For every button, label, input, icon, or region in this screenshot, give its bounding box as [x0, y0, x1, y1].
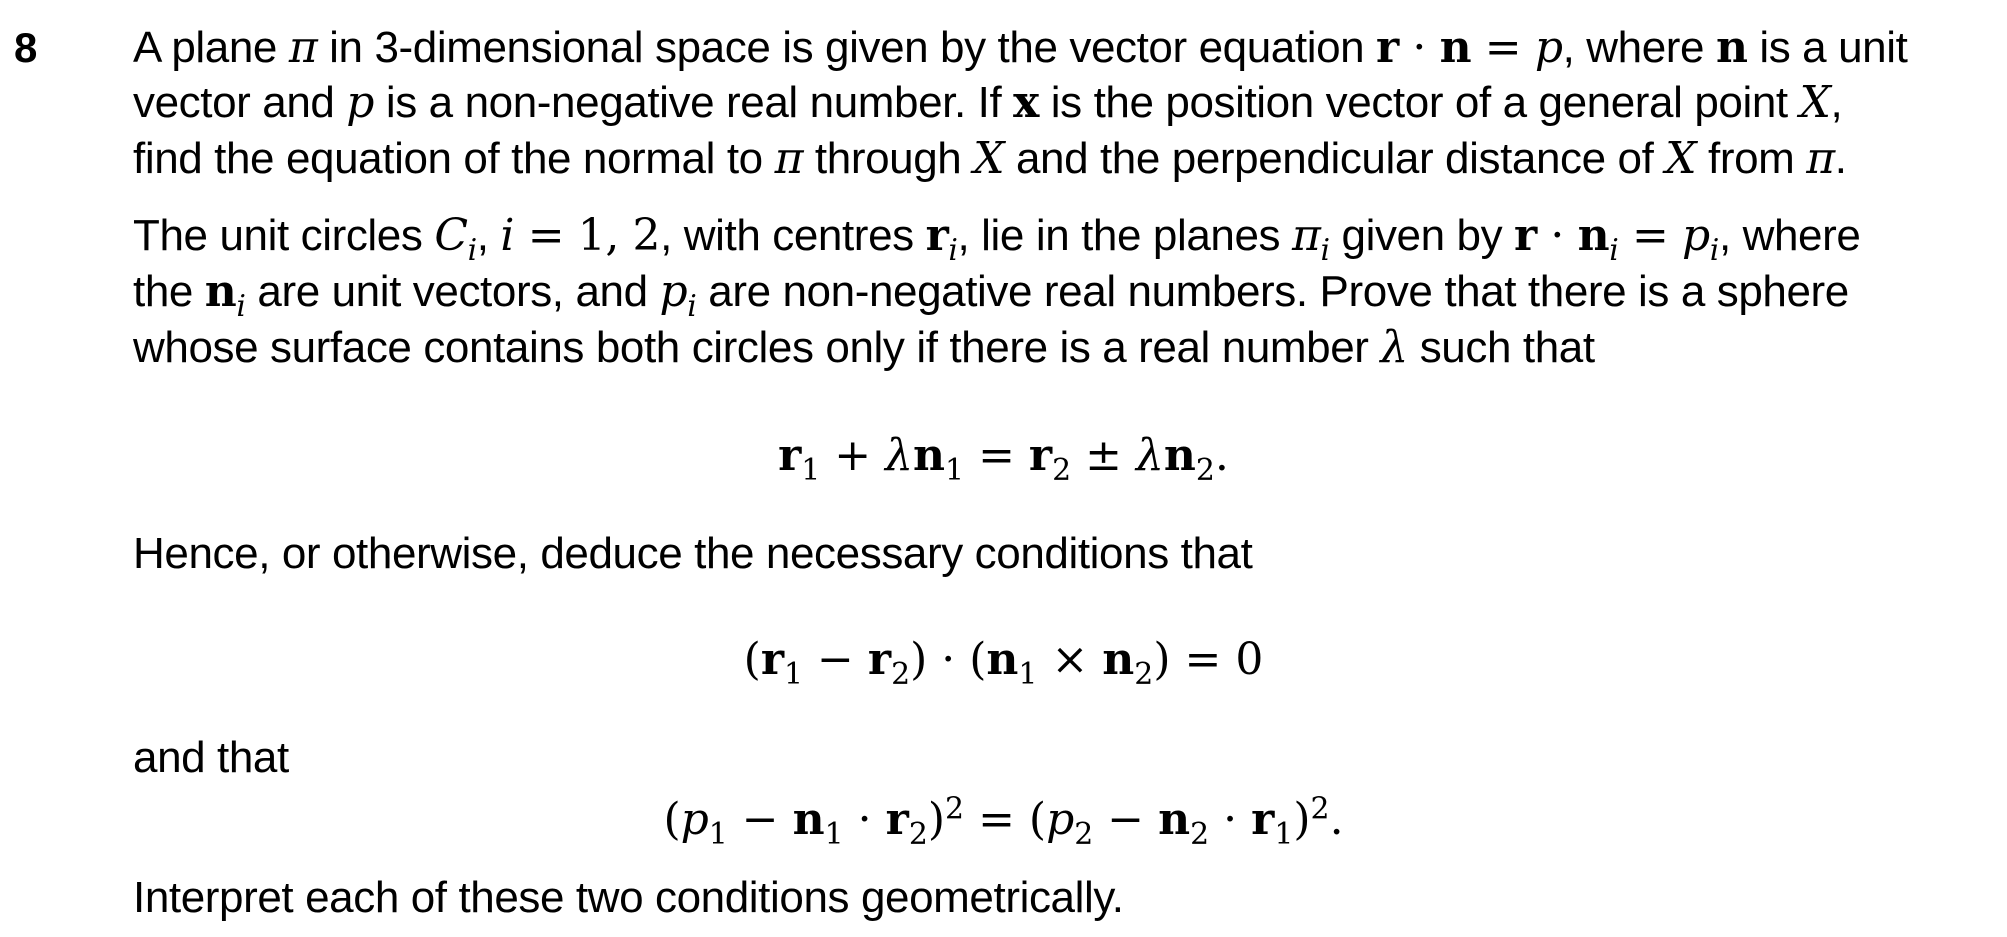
question-number: 8: [14, 24, 38, 71]
hence-line: Hence, or otherwise, deduce the necessary conditions that: [133, 529, 1253, 578]
interpret-line: Interpret each of these two conditions geometrically.: [133, 873, 1124, 922]
paragraph-1-line-1: A plane π in 3-dimensional space is given by the vector equation r · n = p, where n is a unit: [133, 22, 1908, 73]
paragraph-2-line-2: the $n_i$ are unit vectors, and $p_i$ are non-negative real numbers. Prove that there is a sphere: [133, 266, 1849, 324]
display-equation-1: $r_1 + \lambda n_1 = r_2 \pm \lambda n_2$.: [778, 430, 1229, 488]
display-equation-3: $(p_1 - n_1 \cdot r_2)^2 = (p_2 - n_2 \cdot r_1)^2$.: [663, 791, 1344, 852]
display-equation-2: $(r_1 - r_2) \cdot (n_1 \times n_2) = 0$: [743, 634, 1264, 692]
paragraph-1-line-3: find the equation of the normal to π through X and the perpendicular distance of X from π.: [133, 133, 1847, 184]
paragraph-1-line-2: vector and p is a non-negative real number. If x is the position vector of a general point X,: [133, 77, 1843, 128]
paragraph-2-line-3: whose surface contains both circles only if there is a real number λ such that: [133, 322, 1595, 373]
and-that-line: and that: [133, 733, 289, 782]
paragraph-2-line-1: The unit circles $C_i$, i = 1, 2, with centres $r_i$, lie in the planes $\pi_i$ given by $r \cdot n_i = p_i$, where: [133, 210, 1861, 268]
